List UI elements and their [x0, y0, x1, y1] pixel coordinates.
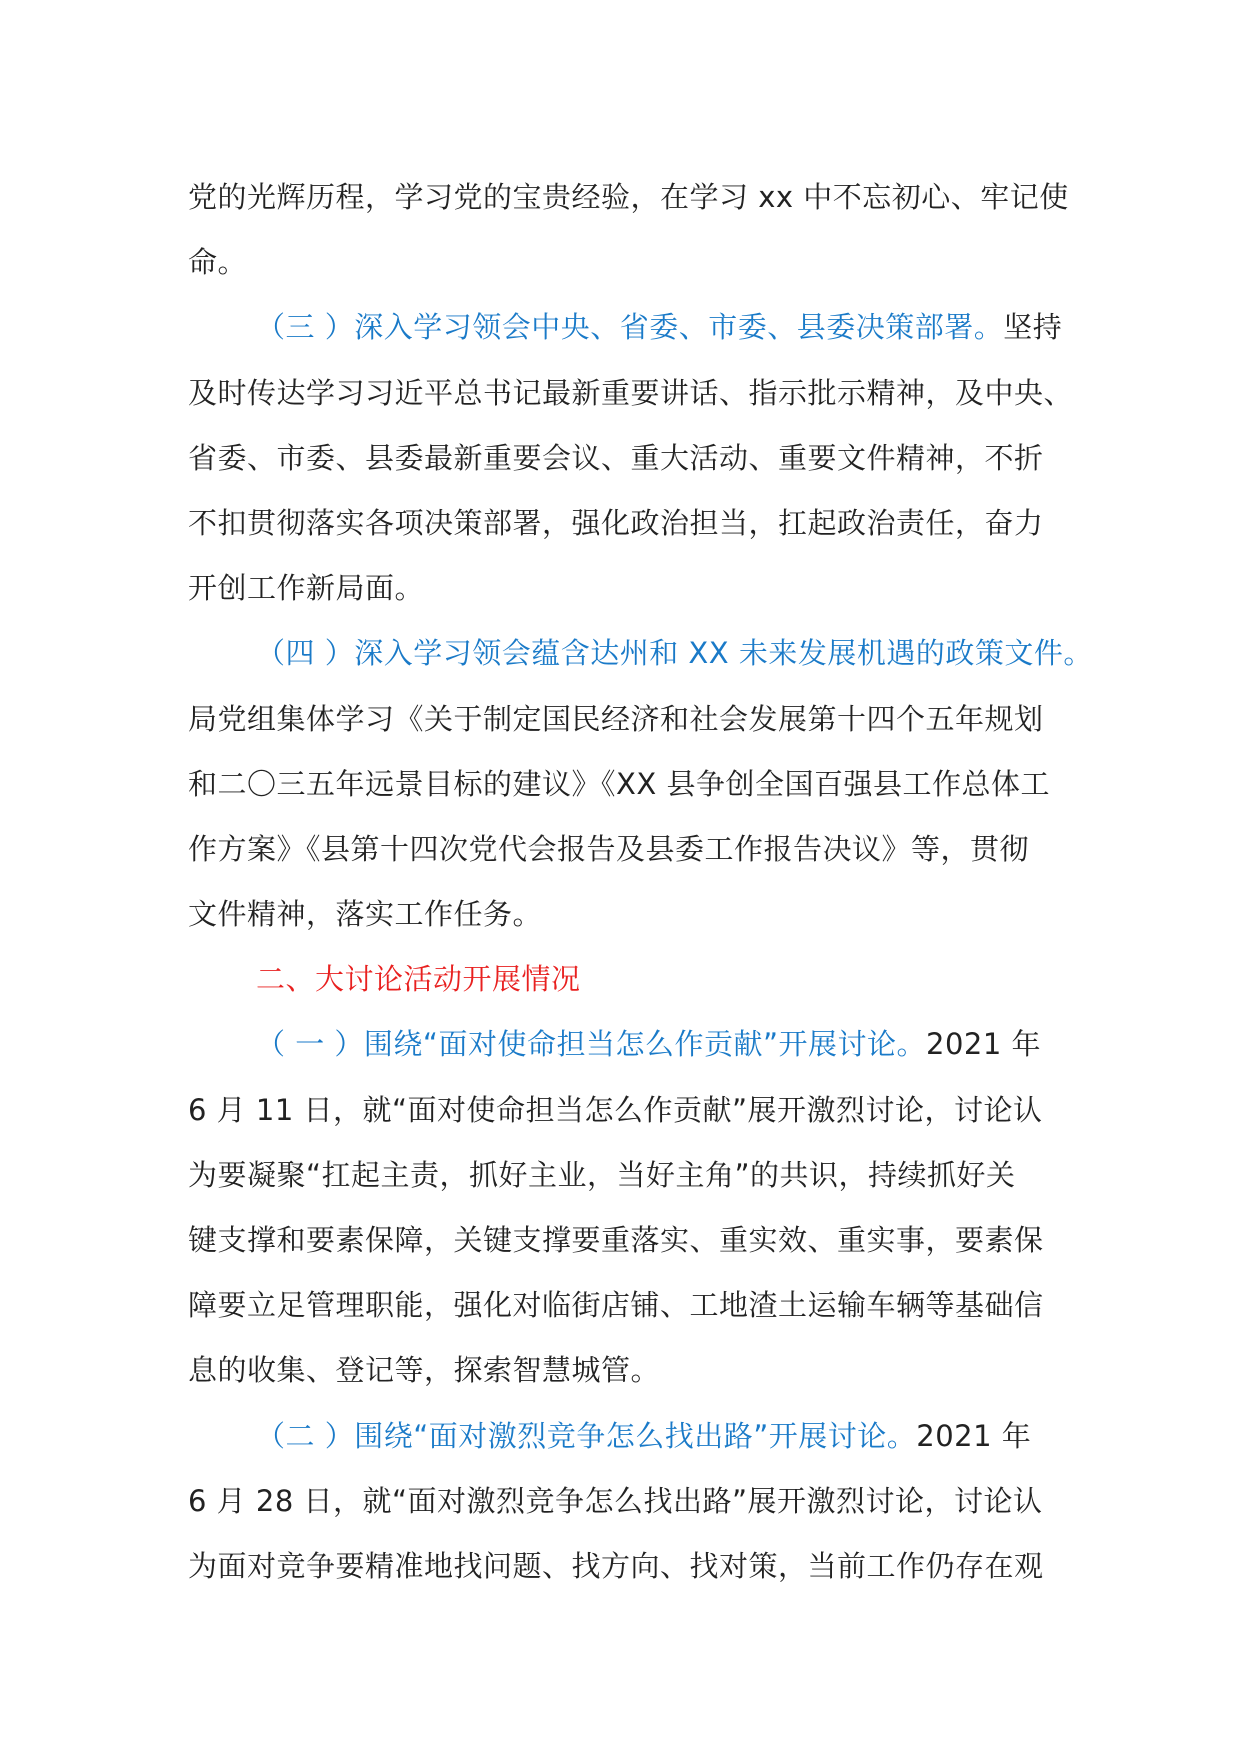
text-run: 2021 年 [926, 1027, 1042, 1062]
section-heading [188, 947, 1058, 1012]
text-line: 及时传达学习习近平总书记最新重要讲话、指示批示精神，及中央、 [188, 375, 1074, 410]
text-line [188, 1012, 1058, 1077]
text-line: 局党组集体学习《关于制定国民经济和社会发展第十四个五年规划 [188, 701, 1044, 736]
subheading: （ 一 ）围绕“面对使命担当怎么作贡献”开展讨论。 [256, 1027, 926, 1062]
text-line [188, 295, 1063, 360]
subheading: （三 ）深入学习领会中央、省委、市委、县委决策部署。 [256, 310, 1004, 345]
text-line: 息的收集、登记等，探索智慧城管。 [188, 1353, 661, 1388]
text-line: 党的光辉历程，学习党的宝贵经验，在学习 xx 中不忘初心、牢记使 [188, 180, 1069, 214]
text-line: 6 月 28 日，就“面对激烈竞争怎么找出路”展开激烈讨论，讨论认 [188, 1483, 1043, 1518]
text-line: 命。 [188, 245, 248, 280]
document-body [188, 165, 1093, 1599]
text-line: 障要立足管理职能，强化对临街店铺、工地渣土运输车辆等基础信 [188, 1288, 1044, 1323]
text-run: 2021 年 [916, 1418, 1032, 1453]
text-line: 不扣贯彻落实各项决策部署，强化政治担当，扛起政治责任，奋力 [188, 505, 1044, 540]
text-line: 文件精神，落实工作任务。 [188, 897, 543, 932]
section-title: 二、大讨论活动开展情况 [256, 962, 581, 997]
text-line: 键支撑和要素保障，关键支撑要重落实、重实效、重实事，要素保 [188, 1223, 1044, 1257]
text-run: 坚持 [1003, 310, 1063, 345]
text-line [188, 621, 1093, 686]
text-line: 省委、市委、县委最新重要会议、重大活动、重要文件精神，不折 [188, 440, 1044, 475]
paragraph [188, 1404, 1058, 1600]
paragraph [188, 295, 1074, 621]
paragraph [188, 621, 1093, 947]
text-line: 6 月 11 日，就“面对使命担当怎么作贡献”展开激烈讨论，讨论认 [188, 1092, 1043, 1127]
text-line: 为要凝聚“扛起主责，抓好主业，当好主角”的共识，持续抓好关 [188, 1157, 1016, 1192]
subheading: （四 ）深入学习领会蕴含达州和 XX 未来发展机遇的政策文件。 [256, 636, 1093, 671]
text-line: 为面对竞争要精准地找问题、找方向、找对策，当前工作仍存在观 [188, 1548, 1044, 1583]
paragraph [188, 1012, 1058, 1403]
text-line: 作方案》《县第十四次党代会报告及县委工作报告决议》等，贯彻 [188, 831, 1030, 866]
text-line [188, 1404, 1058, 1469]
paragraph [188, 165, 1069, 295]
text-line: 和二〇三五年远景目标的建议》《XX 县争创全国百强县工作总体工 [188, 766, 1050, 801]
text-line: 开创工作新局面。 [188, 571, 425, 606]
subheading: （二 ）围绕“面对激烈竞争怎么找出路”开展讨论。 [256, 1418, 917, 1453]
